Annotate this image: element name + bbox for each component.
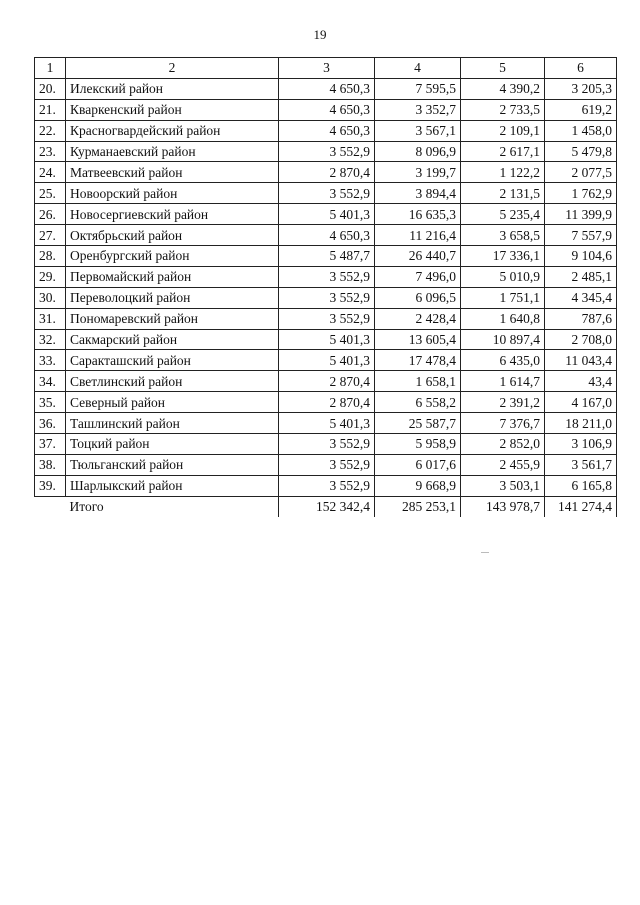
value-cell-col6: 11 399,9 (545, 204, 617, 225)
row-index-cell: 33. (35, 350, 66, 371)
district-table (34, 57, 617, 517)
row-index-cell: 32. (35, 329, 66, 350)
table-row (35, 371, 617, 392)
value-cell-col4: 13 605,4 (375, 329, 461, 350)
table-row (35, 308, 617, 329)
district-name-cell: Кваркенский район (66, 99, 279, 120)
row-index-cell: 34. (35, 371, 66, 392)
row-index-cell: 29. (35, 266, 66, 287)
column-header: 3 (279, 58, 375, 79)
district-name-cell: Октябрьский район (66, 225, 279, 246)
value-cell-col5: 10 897,4 (461, 329, 545, 350)
total-value-v6: 141 274,4 (545, 496, 617, 516)
total-row (35, 496, 617, 516)
value-cell-col3: 3 552,9 (279, 434, 375, 455)
row-index-cell: 27. (35, 225, 66, 246)
value-cell-col5: 3 658,5 (461, 225, 545, 246)
value-cell-col4: 25 587,7 (375, 413, 461, 434)
value-cell-col3: 3 552,9 (279, 141, 375, 162)
value-cell-col5: 2 391,2 (461, 392, 545, 413)
table-row (35, 99, 617, 120)
value-cell-col5: 1 122,2 (461, 162, 545, 183)
table-row (35, 246, 617, 267)
value-cell-col3: 3 552,9 (279, 475, 375, 496)
value-cell-col4: 1 658,1 (375, 371, 461, 392)
value-cell-col6: 4 345,4 (545, 287, 617, 308)
district-name-cell: Оренбургский район (66, 246, 279, 267)
district-name-cell: Курманаевский район (66, 141, 279, 162)
row-index-cell: 22. (35, 120, 66, 141)
value-cell-col6: 6 165,8 (545, 475, 617, 496)
page-number: 19 (313, 27, 327, 42)
value-cell-col3: 3 552,9 (279, 287, 375, 308)
value-cell-col5: 17 336,1 (461, 246, 545, 267)
district-name-cell: Красногвардейский район (66, 120, 279, 141)
table-row (35, 204, 617, 225)
row-index-cell: 38. (35, 454, 66, 475)
value-cell-col3: 5 401,3 (279, 350, 375, 371)
value-cell-col3: 5 401,3 (279, 204, 375, 225)
row-index-cell: 21. (35, 99, 66, 120)
value-cell-col6: 5 479,8 (545, 141, 617, 162)
value-cell-col5: 6 435,0 (461, 350, 545, 371)
row-index-cell: 31. (35, 308, 66, 329)
value-cell-col3: 2 870,4 (279, 392, 375, 413)
value-cell-col6: 3 106,9 (545, 434, 617, 455)
row-index-cell: 35. (35, 392, 66, 413)
value-cell-col6: 1 762,9 (545, 183, 617, 204)
value-cell-col4: 26 440,7 (375, 246, 461, 267)
row-index-cell: 39. (35, 475, 66, 496)
table-row (35, 454, 617, 475)
value-cell-col3: 3 552,9 (279, 454, 375, 475)
district-name-cell: Тюльганский район (66, 454, 279, 475)
value-cell-col4: 3 567,1 (375, 120, 461, 141)
column-header: 1 (35, 58, 66, 79)
value-cell-col5: 2 455,9 (461, 454, 545, 475)
value-cell-col4: 3 352,7 (375, 99, 461, 120)
value-cell-col4: 2 428,4 (375, 308, 461, 329)
value-cell-col4: 6 096,5 (375, 287, 461, 308)
value-cell-col4: 3 199,7 (375, 162, 461, 183)
value-cell-col6: 2 485,1 (545, 266, 617, 287)
value-cell-col6: 3 561,7 (545, 454, 617, 475)
table-row (35, 183, 617, 204)
value-cell-col5: 2 617,1 (461, 141, 545, 162)
district-name-cell: Саракташский район (66, 350, 279, 371)
district-name-cell: Пономаревский район (66, 308, 279, 329)
table-row (35, 329, 617, 350)
value-cell-col4: 3 894,4 (375, 183, 461, 204)
table-row (35, 78, 617, 99)
district-name-cell: Матвеевский район (66, 162, 279, 183)
table-row (35, 475, 617, 496)
table-row (35, 392, 617, 413)
value-cell-col6: 4 167,0 (545, 392, 617, 413)
row-index-cell: 24. (35, 162, 66, 183)
value-cell-col5: 2 733,5 (461, 99, 545, 120)
value-cell-col4: 16 635,3 (375, 204, 461, 225)
total-value-v3: 152 342,4 (279, 496, 375, 516)
value-cell-col6: 787,6 (545, 308, 617, 329)
value-cell-col5: 7 376,7 (461, 413, 545, 434)
value-cell-col5: 1 751,1 (461, 287, 545, 308)
value-cell-col3: 5 401,3 (279, 329, 375, 350)
value-cell-col3: 5 487,7 (279, 246, 375, 267)
value-cell-col5: 1 640,8 (461, 308, 545, 329)
total-label: Итого (66, 496, 279, 516)
value-cell-col3: 2 870,4 (279, 162, 375, 183)
value-cell-col3: 2 870,4 (279, 371, 375, 392)
table-row (35, 141, 617, 162)
value-cell-col4: 17 478,4 (375, 350, 461, 371)
value-cell-col4: 6 558,2 (375, 392, 461, 413)
table-row (35, 225, 617, 246)
scan-mark (481, 552, 489, 553)
value-cell-col6: 3 205,3 (545, 78, 617, 99)
row-index-cell: 25. (35, 183, 66, 204)
value-cell-col3: 5 401,3 (279, 413, 375, 434)
value-cell-col4: 11 216,4 (375, 225, 461, 246)
value-cell-col5: 1 614,7 (461, 371, 545, 392)
table-header-row (35, 58, 617, 79)
value-cell-col4: 6 017,6 (375, 454, 461, 475)
row-index-cell: 37. (35, 434, 66, 455)
value-cell-col4: 8 096,9 (375, 141, 461, 162)
value-cell-col5: 5 010,9 (461, 266, 545, 287)
district-name-cell: Первомайский район (66, 266, 279, 287)
value-cell-col4: 9 668,9 (375, 475, 461, 496)
value-cell-col6: 1 458,0 (545, 120, 617, 141)
value-cell-col5: 2 109,1 (461, 120, 545, 141)
row-index-cell: 23. (35, 141, 66, 162)
district-name-cell: Северный район (66, 392, 279, 413)
column-header: 5 (461, 58, 545, 79)
table-row (35, 434, 617, 455)
district-name-cell: Шарлыкский район (66, 475, 279, 496)
value-cell-col6: 2 708,0 (545, 329, 617, 350)
value-cell-col3: 3 552,9 (279, 308, 375, 329)
district-name-cell: Илекский район (66, 78, 279, 99)
row-index-cell: 36. (35, 413, 66, 434)
table-row (35, 120, 617, 141)
value-cell-col5: 4 390,2 (461, 78, 545, 99)
table-body (35, 58, 617, 517)
value-cell-col6: 11 043,4 (545, 350, 617, 371)
district-name-cell: Новосергиевский район (66, 204, 279, 225)
district-name-cell: Светлинский район (66, 371, 279, 392)
table-row (35, 162, 617, 183)
total-value-v4: 285 253,1 (375, 496, 461, 516)
table-row (35, 350, 617, 371)
district-name-cell: Новоорский район (66, 183, 279, 204)
value-cell-col6: 9 104,6 (545, 246, 617, 267)
value-cell-col6: 7 557,9 (545, 225, 617, 246)
value-cell-col3: 4 650,3 (279, 225, 375, 246)
value-cell-col3: 4 650,3 (279, 99, 375, 120)
row-index-cell: 20. (35, 78, 66, 99)
value-cell-col6: 43,4 (545, 371, 617, 392)
value-cell-col4: 7 496,0 (375, 266, 461, 287)
value-cell-col3: 3 552,9 (279, 266, 375, 287)
value-cell-col6: 2 077,5 (545, 162, 617, 183)
value-cell-col3: 4 650,3 (279, 120, 375, 141)
value-cell-col3: 3 552,9 (279, 183, 375, 204)
value-cell-col5: 2 852,0 (461, 434, 545, 455)
total-blank-cell (35, 496, 66, 516)
table-row (35, 266, 617, 287)
district-name-cell: Ташлинский район (66, 413, 279, 434)
row-index-cell: 28. (35, 246, 66, 267)
column-header: 2 (66, 58, 279, 79)
district-name-cell: Тоцкий район (66, 434, 279, 455)
value-cell-col5: 2 131,5 (461, 183, 545, 204)
value-cell-col3: 4 650,3 (279, 78, 375, 99)
district-name-cell: Сакмарский район (66, 329, 279, 350)
row-index-cell: 30. (35, 287, 66, 308)
row-index-cell: 26. (35, 204, 66, 225)
value-cell-col5: 5 235,4 (461, 204, 545, 225)
column-header: 4 (375, 58, 461, 79)
total-value-v5: 143 978,7 (461, 496, 545, 516)
column-header: 6 (545, 58, 617, 79)
value-cell-col6: 18 211,0 (545, 413, 617, 434)
table-row (35, 287, 617, 308)
value-cell-col4: 7 595,5 (375, 78, 461, 99)
table-row (35, 413, 617, 434)
value-cell-col6: 619,2 (545, 99, 617, 120)
value-cell-col4: 5 958,9 (375, 434, 461, 455)
district-name-cell: Переволоцкий район (66, 287, 279, 308)
value-cell-col5: 3 503,1 (461, 475, 545, 496)
